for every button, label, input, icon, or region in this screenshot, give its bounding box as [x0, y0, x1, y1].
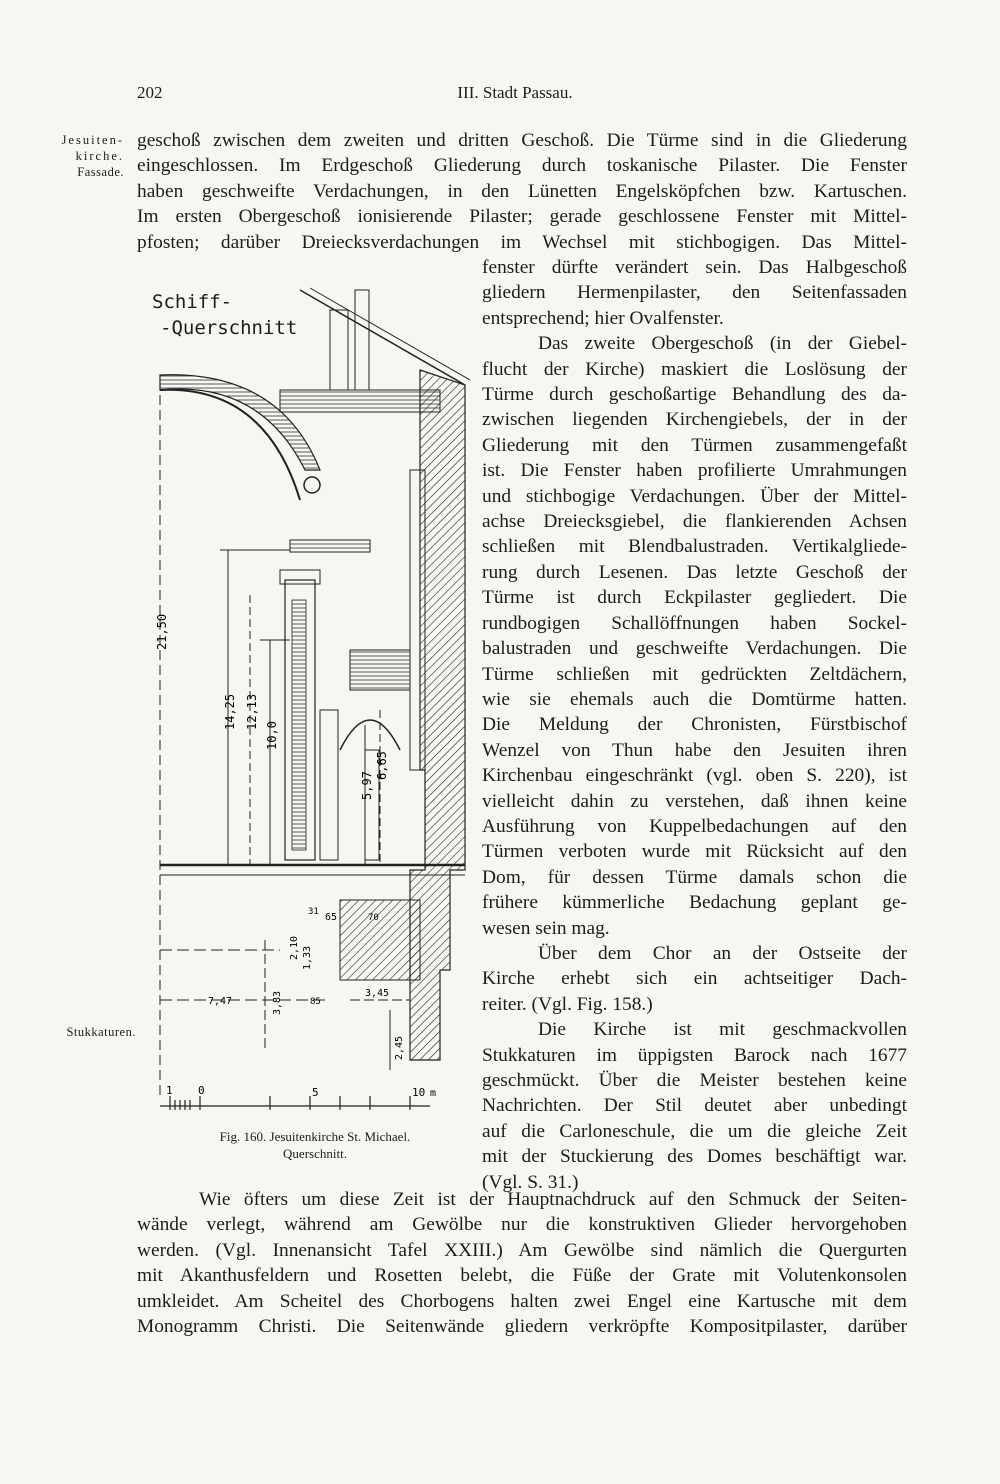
text-line: Stukkaturen im üppigsten Barock nach 1677 [482, 1044, 907, 1066]
text-line: mit der Stuckierung des Domes beschäftigt war. [482, 1146, 907, 1168]
text-line: umkleidet. Am Scheitel des Chorbogens halten zwei Engel eine Kartusche mit dem [137, 1290, 907, 1312]
text-line: flucht der Kirche) maskiert die Loslösung der [482, 358, 907, 380]
text-line: Dom, für dessen Türme damals schon die [482, 866, 907, 888]
dim-label: 21,50 [155, 613, 169, 650]
figure-caption [170, 1128, 460, 1162]
right-column-text [482, 255, 907, 1195]
text-line: und stichbogige Verdachungen. Über der Mittel- [482, 485, 907, 507]
text-line: rundbogigen Schallöffnungen haben Sockel- [482, 612, 907, 634]
text-line: Im ersten Obergeschoß ionisierende Pilaster; gerade geschlossene Fenster mit Mittel- [137, 206, 907, 228]
cross-section-drawing [140, 270, 470, 1120]
text-line: Das zweite Obergeschoß (in der Giebel- [538, 333, 907, 355]
text-line: entsprechend; hier Ovalfenster. [482, 307, 724, 329]
dim-label: 2,45 [394, 1035, 405, 1060]
dim-label: 14,25 [223, 693, 237, 730]
text-line: Ausführung von Kuppelbedachungen auf den [482, 815, 907, 837]
marginal-line: Fassade. [77, 165, 124, 179]
text-line: geschoß zwischen dem zweiten und dritten Geschoß. Die Türme sind in die Gliederung [137, 130, 907, 151]
marginal-line: kirche. [75, 149, 124, 163]
text-line: Kirchenbau eingeschränkt (vgl. oben S. 220), ist [482, 765, 907, 787]
text-line: balustraden und geschweifte Verdachungen. Die [482, 638, 907, 660]
text-line: wie sie ehemals auch die Domtürme hatten. [482, 688, 907, 710]
text-line: Nachrichten. Der Stil deutet aber unbedingt [482, 1095, 907, 1117]
text-line: Türme schließen mit gedrückten Zeltdächern, [482, 663, 907, 685]
text-line: mit Akanthusfeldern und Rosetten belebt, die Füße der Grate mit Volutenkonsolen [137, 1265, 907, 1287]
text-line: auf die Carloneschule, die um die gleiche Zeit [482, 1120, 907, 1142]
dim-label: 2,10 [289, 935, 300, 960]
bottom-paragraph [137, 1187, 907, 1339]
text-line: Kirche erhebt sich ein achtseitiger Dach- [482, 968, 907, 990]
dim-label: 12,13 [245, 693, 259, 730]
dim-label: 70 [368, 913, 379, 923]
text-line: Gliederung mit den Türmen zusammengefaßt [482, 434, 907, 456]
text-line: vielleicht dahin zu verstehen, daß ihnen keine [482, 790, 907, 812]
text-line: ist. Die Fenster haben profilierte Umrahmungen [482, 460, 907, 482]
text-line: Türmen verboten wurde mit Rücksicht auf den [482, 841, 907, 863]
dim-label: 3,83 [272, 990, 283, 1015]
text-line: achse Dreiecksgiebel, die flankierenden Achsen [482, 511, 907, 533]
top-paragraph [137, 128, 907, 255]
text-line: Wie öfters um diese Zeit ist der Hauptnachdruck auf den Schmuck der Seiten- [199, 1189, 907, 1210]
text-line: frühere kümmerliche Bedachung geplant ge- [482, 892, 907, 914]
text-line: (Vgl. S. 31.) [482, 1171, 579, 1193]
text-line: Die Meldung der Chronisten, Fürstbischof [482, 714, 907, 736]
text-line: Monogramm Christi. Die Seitenwände gliedern verkröpfte Kompositpilaster, darüber [137, 1316, 907, 1338]
text-line: eingeschlossen. Im Erdgeschoß Gliederung durch toskanische Pilaster. Die Fenster [137, 155, 907, 177]
text-line: werden. (Vgl. Innenansicht Tafel XXIII.) Am Gewölbe sind nämlich die Quergurten [137, 1239, 907, 1261]
scale-label: m [430, 1088, 437, 1099]
dim-label: 1,33 [302, 945, 313, 970]
scale-label: 10 [412, 1086, 426, 1099]
text-line: Über dem Chor an der Ostseite der [538, 942, 907, 964]
page-number: 202 [137, 83, 163, 102]
dim-label: 85 [310, 997, 321, 1007]
figure-title-1: Schiff- [152, 291, 233, 313]
text-line: rung durch Lesenen. Das letzte Geschoß der [482, 561, 907, 583]
dim-label: 31 [308, 907, 319, 917]
text-line: zwischen liegenden Kirchengiebels, der in der [482, 409, 907, 431]
dim-label: 7,47 [208, 996, 233, 1007]
text-line: Türme ist durch Eckpilaster gegliedert. Die [482, 587, 907, 609]
caption-line: Fig. 160. Jesuitenkirche St. Michael. [219, 1129, 411, 1144]
dim-label: 10,0 [265, 721, 279, 750]
dim-label: 5,97 [360, 771, 374, 800]
text-line: reiter. (Vgl. Fig. 158.) [482, 993, 653, 1015]
scale-label: 0 [198, 1084, 205, 1097]
scale-label: 5 [312, 1086, 319, 1099]
text-line: gliedern Hermenpilaster, den Seitenfassaden [482, 282, 907, 304]
text-line: wände verlegt, während am Gewölbe nur die konstruktiven Glieder hervorgehoben [137, 1214, 907, 1236]
text-line: haben geschweifte Verdachungen, in den Lünetten Engelsköpfchen bzw. Kartuschen. [137, 180, 907, 202]
text-line: fenster dürfte verändert sein. Das Halbgeschoß [482, 257, 907, 278]
dim-label: 65 [325, 912, 338, 923]
text-line: Wenzel von Thun habe den Jesuiten ihren [482, 739, 907, 761]
scale-label: 1 [166, 1084, 173, 1097]
marginal-note-fassade [20, 132, 124, 180]
caption-line: Querschnitt. [283, 1146, 347, 1161]
text-line: geschmückt. Über die Meister bestehen keine [482, 1070, 907, 1091]
text-line: wesen sein mag. [482, 917, 610, 939]
text-line: Die Kirche ist mit geschmackvollen [538, 1019, 907, 1041]
marginal-line: Jesuiten- [61, 133, 124, 147]
figure-title-2: -Querschnitt [160, 317, 298, 339]
dim-label: 3,45 [365, 988, 390, 999]
text-line: schließen mit Blendbalustraden. Vertikalgliede- [482, 536, 907, 558]
marginal-note-stukkaturen: Stukkaturen. [66, 1025, 136, 1039]
dim-label: 6,65 [375, 751, 389, 780]
text-line: Türme durch geschoßartige Behandlung des da- [482, 384, 907, 406]
running-title: III. Stadt Passau. [457, 83, 573, 102]
text-line: pfosten; darüber Dreiecksverdachungen im Wechsel mit stichbogigen. Das Mittel- [137, 231, 907, 253]
